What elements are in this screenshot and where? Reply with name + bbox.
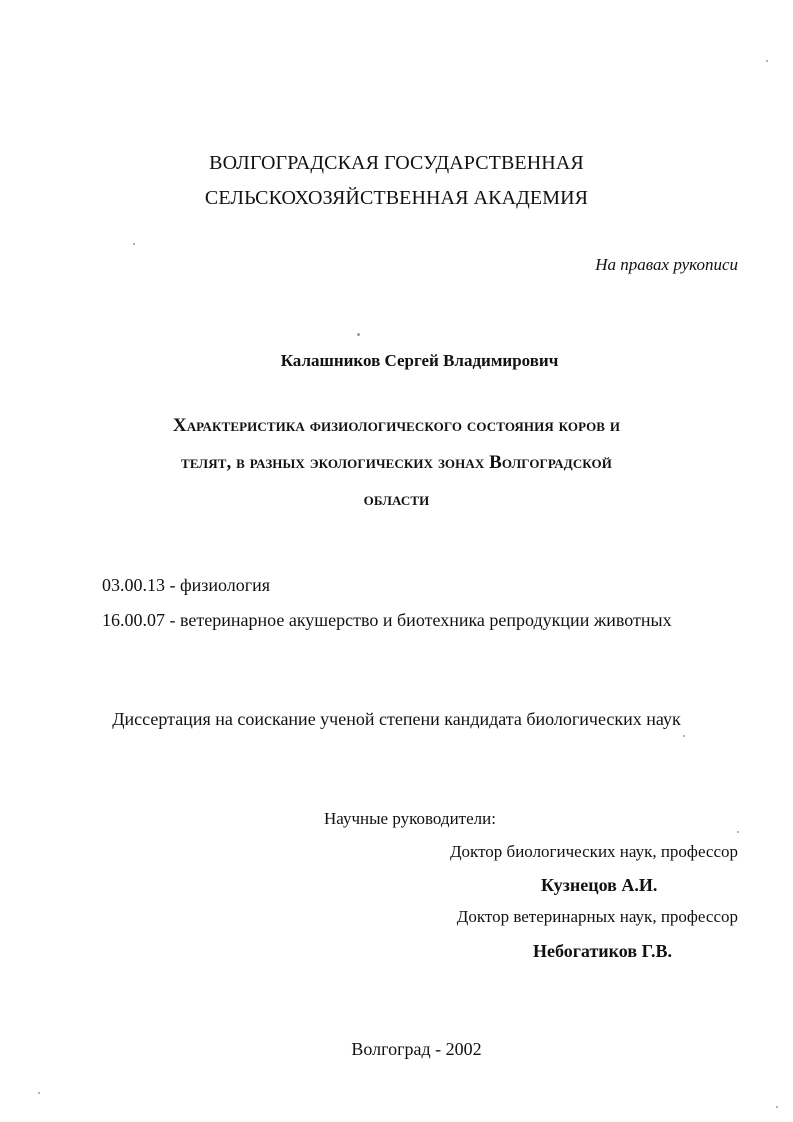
supervisor-2-degree: Доктор ветеринарных наук, профессор (456, 907, 738, 926)
title-line-2: телят, в разных экологических зонах Волгоградской (181, 452, 612, 473)
title-line-1: Характеристика физиологического состояния коров и (172, 415, 621, 436)
title-line-3: области (363, 489, 430, 510)
city-year: Волгоград - 2002 (351, 1039, 482, 1059)
dissertation-statement: Диссертация на соискание ученой степени кандидата биологических наук (112, 709, 681, 729)
scan-speck (776, 1106, 778, 1108)
scan-speck (357, 333, 360, 336)
scan-speck (766, 60, 768, 62)
scan-speck (38, 1092, 40, 1094)
institution-line-2: СЕЛЬСКОХОЗЯЙСТВЕННАЯ АКАДЕМИЯ (204, 187, 589, 209)
scan-speck (133, 243, 135, 245)
scan-speck (683, 735, 685, 737)
institution-line-1: ВОЛГОГРАДСКАЯ ГОСУДАРСТВЕННАЯ (209, 152, 584, 174)
specialty-code-2: 16.00.07 - ветеринарное акушерство и биотехника репродукции животных (102, 610, 672, 630)
supervisors-heading: Научные руководители: (324, 809, 496, 828)
supervisor-1-name: Кузнецов А.И. (541, 875, 658, 895)
manuscript-rights-note: На правах рукописи (595, 255, 738, 274)
author-name: Калашников Сергей Владимирович (280, 351, 559, 370)
specialty-code-1: 03.00.13 - физиология (102, 575, 271, 595)
scan-speck (737, 831, 739, 833)
supervisor-1-degree: Доктор биологических наук, профессор (449, 842, 738, 861)
supervisor-2-name: Небогатиков Г.В. (533, 941, 673, 961)
